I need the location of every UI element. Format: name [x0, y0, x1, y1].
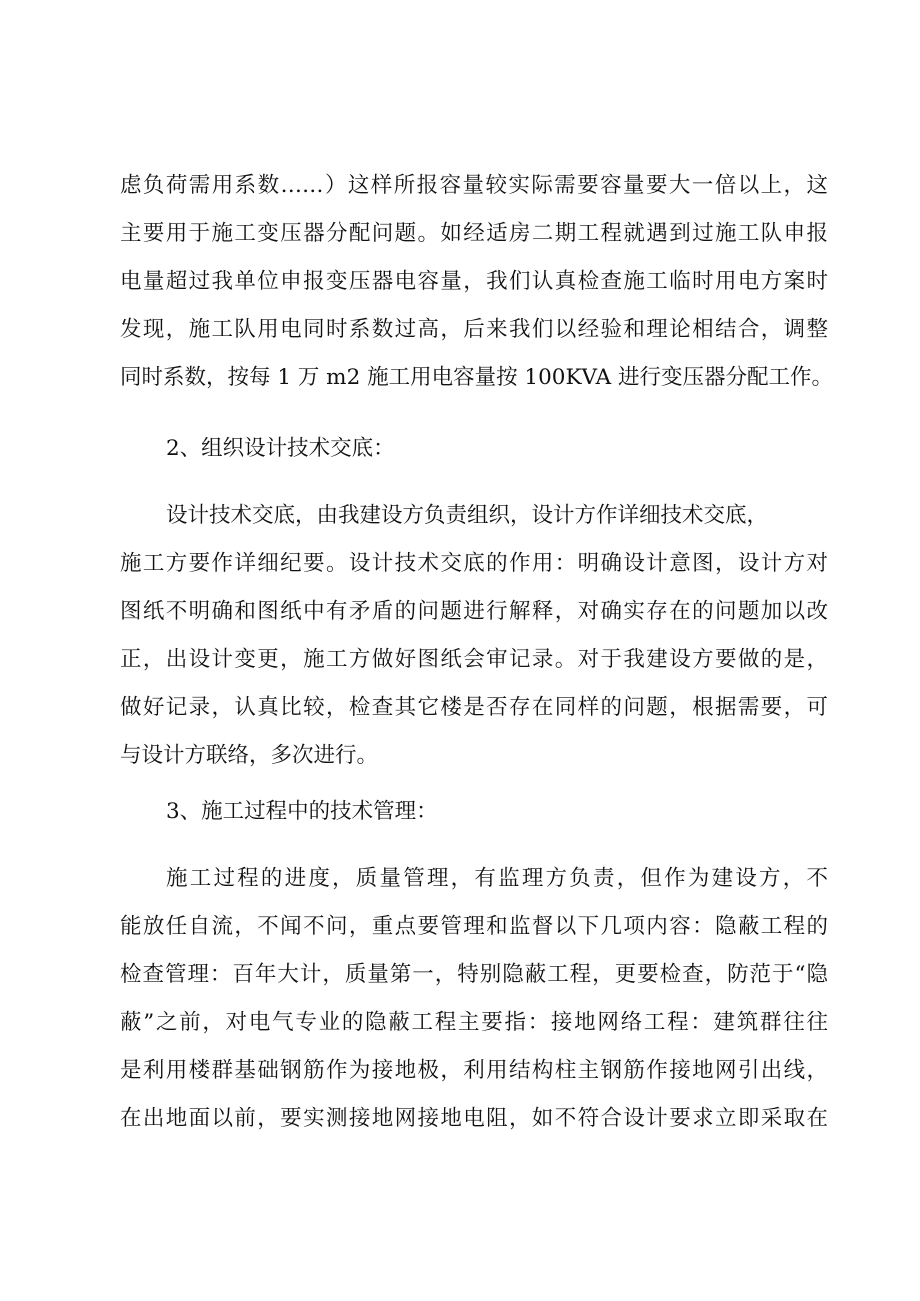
paragraph-line: 施工过程的进度，质量管理，有监理方负责，但作为建设方，不	[166, 866, 828, 891]
paragraph-line: 设计技术交底，由我建设方负责组织，设计方作详细技术交底，	[166, 503, 769, 528]
paragraph-line: 虑负荷需用系数……）这样所报容量较实际需要容量要大一倍以上，这	[120, 173, 828, 198]
paragraph-design-briefing	[120, 492, 828, 780]
paragraph-load-capacity	[120, 162, 833, 402]
section-heading-design-briefing: 2、组织设计技术交底：	[166, 436, 395, 461]
paragraph-line: 蔽”之前，对电气专业的隐蔽工程主要指：接地网络工程：建筑群往往	[120, 1010, 828, 1035]
paragraph-line: 施工方要作详细纪要。设计技术交底的作用：明确设计意图，设计方对	[120, 551, 828, 576]
paragraph-line: 能放任自流，不闻不问，重点要管理和监督以下几项内容：隐蔽工程的	[120, 914, 828, 939]
paragraph-construction-tech-management	[120, 855, 828, 1143]
section-heading-construction-tech-management: 3、施工过程中的技术管理：	[166, 799, 438, 824]
paragraph-line: 正，出设计变更，施工方做好图纸会审记录。对于我建设方要做的是，	[120, 647, 828, 672]
paragraph-line: 检查管理：百年大计，质量第一，特别隐蔽工程，更要检查，防范于“隐	[120, 962, 828, 987]
paragraph-line: 电量超过我单位申报变压器电容量，我们认真检查施工临时用电方案时	[120, 269, 828, 294]
paragraph-line: 与设计方联络，多次进行。	[120, 743, 379, 768]
paragraph-line: 是利用楼群基础钢筋作为接地极，利用结构柱主钢筋作接地网引出线，	[120, 1058, 828, 1083]
paragraph-line: 发现，施工队用电同时系数过高，后来我们以经验和理论相结合，调整	[120, 317, 828, 342]
paragraph-line: 主要用于施工变压器分配问题。如经适房二期工程就遇到过施工队申报	[120, 221, 828, 246]
paragraph-line: 在出地面以前，要实测接地网接地电阻，如不符合设计要求立即采取在	[120, 1106, 828, 1131]
paragraph-line: 图纸不明确和图纸中有矛盾的问题进行解释，对确实存在的问题加以改	[120, 599, 828, 624]
paragraph-line: 同时系数，按每 1 万 m2 施工用电容量按 100KVA 进行变压器分配工作。	[120, 365, 833, 390]
paragraph-line: 做好记录，认真比较，检查其它楼是否存在同样的问题，根据需要，可	[120, 695, 828, 720]
